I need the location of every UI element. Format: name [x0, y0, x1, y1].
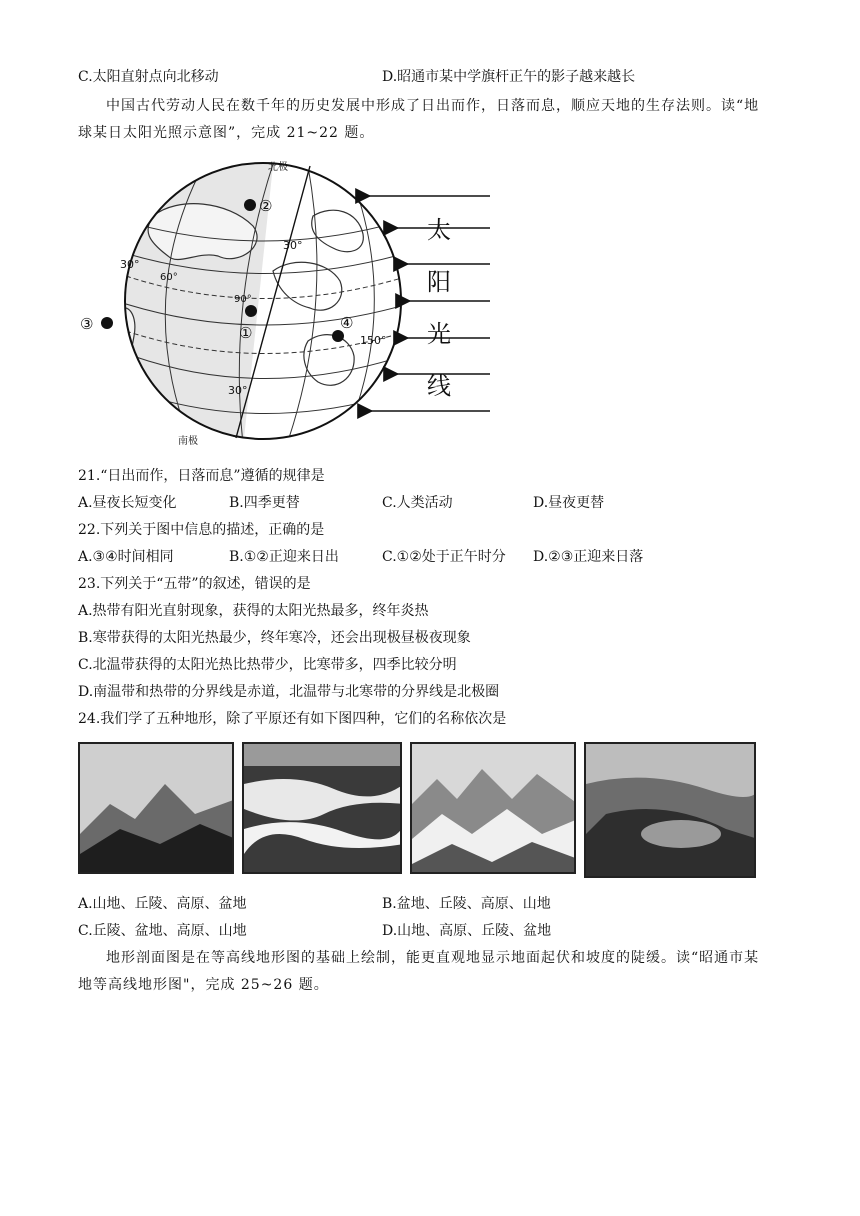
point-1-label: ①: [239, 324, 253, 342]
intro-line-1: 中国古代劳动人民在数千年的历史发展中形成了日出而作，日落而息，顺应天地的生存法则。读“地: [106, 98, 760, 114]
landform-photo-2: [242, 742, 402, 874]
q21-stem: 21.“日出而作，日落而息”遵循的规律是: [78, 468, 325, 484]
q24-option-b: B.盆地、丘陵、高原、山地: [382, 896, 551, 912]
q22-option-c: C.①②处于正午时分: [382, 549, 506, 565]
q24-option-c: C.丘陵、盆地、高原、山地: [78, 923, 247, 939]
point-2-dot: [244, 199, 256, 211]
sun-label-char-4: 线: [427, 372, 451, 400]
q21-option-d: D.昼夜更替: [533, 495, 605, 511]
lat-30-left-label: 30°: [120, 258, 140, 271]
q23-option-d: D.南温带和热带的分界线是赤道，北温带与北寒带的分界线是北极圈: [78, 684, 500, 700]
lat-30-upper-label: 30°: [283, 239, 303, 252]
q23-option-a: A.热带有阳光直射现象，获得的太阳光热最多，终年炎热: [78, 603, 429, 619]
lat-30-lower-label: 30°: [228, 384, 248, 397]
lon-150-label: 150°: [360, 334, 387, 347]
q23-stem: 23.下列关于“五带”的叙述，错误的是: [78, 576, 311, 592]
q22-option-d: D.②③正迎来日落: [533, 549, 644, 565]
q24-stem: 24.我们学了五种地形，除了平原还有如下图四种，它们的名称依次是: [78, 711, 507, 727]
sun-label-char-1: 太: [427, 216, 451, 244]
intro2-line-1: 地形剖面图是在等高线地形图的基础上绘制，能更直观地显示地面起伏和坡度的陡缓。读“昭通市某: [106, 950, 760, 966]
point-1-dot: [245, 305, 257, 317]
option-c-prev: C.太阳直射点向北移动: [78, 69, 219, 85]
sun-label-char-2: 阳: [427, 268, 451, 296]
q24-option-d: D.山地、高原、丘陵、盆地: [382, 923, 552, 939]
north-pole-label: 北极: [268, 162, 288, 173]
q22-stem: 22.下列关于图中信息的描述，正确的是: [78, 522, 325, 538]
q21-option-c: C.人类活动: [382, 495, 453, 511]
q23-option-c: C.北温带获得的太阳光热比热带少，比寒带多，四季比较分明: [78, 657, 457, 673]
intro2-line-2: 地等高线地形图"，完成 25~26 题。: [78, 977, 329, 993]
sun-label-char-3: 光: [427, 320, 451, 348]
point-4-label: ④: [340, 314, 354, 332]
point-3-label: ③: [80, 315, 94, 333]
option-d-prev: D.昭通市某中学旗杆正午的影子越来越长: [382, 69, 636, 85]
q22-option-b: B.①②正迎来日出: [229, 549, 339, 565]
south-pole-label: 南极: [178, 436, 198, 447]
intro-line-2: 球某日太阳光照示意图”，完成 21~22 题。: [78, 125, 375, 141]
q21-option-b: B.四季更替: [229, 495, 300, 511]
lat-60-label: 60°: [160, 272, 178, 283]
q22-option-a: A.③④时间相同: [78, 549, 174, 565]
landform-photo-4: [584, 742, 756, 878]
q21-option-a: A.昼夜长短变化: [78, 495, 177, 511]
sunlight-globe-figure: [78, 156, 498, 448]
landform-photo-1: [78, 742, 234, 874]
q24-option-a: A.山地、丘陵、高原、盆地: [78, 896, 247, 912]
q23-option-b: B.寒带获得的太阳光热最少，终年寒冷，还会出现极昼极夜现象: [78, 630, 471, 646]
landform-photo-3: [410, 742, 576, 874]
point-3-dot: [101, 317, 113, 329]
point-2-label: ②: [259, 197, 273, 215]
lon-90-label: 90°: [234, 294, 252, 305]
